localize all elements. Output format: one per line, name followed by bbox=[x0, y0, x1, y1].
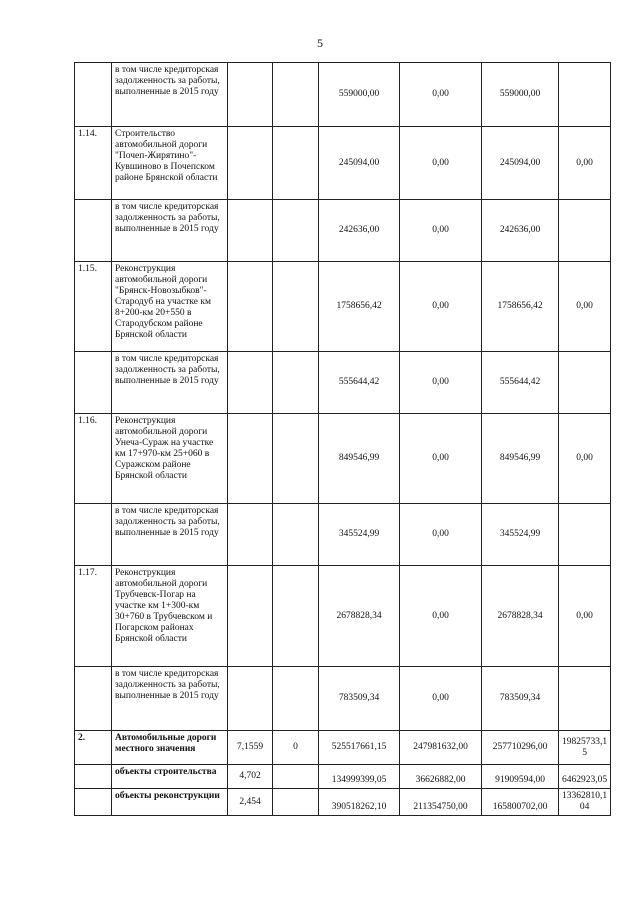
item-number-cell: 1.16. bbox=[75, 414, 112, 504]
value-cell-c7: 242636,00 bbox=[482, 200, 559, 262]
value-cell-c7: 849546,99 bbox=[482, 414, 559, 504]
value-cell-c3 bbox=[228, 566, 273, 667]
table-row bbox=[75, 667, 611, 731]
item-name-cell: Строительство автомобильной дороги "Почеп-Жирятино"-Кувшиново в Почепском районе Брянской области bbox=[112, 127, 228, 200]
table-row bbox=[75, 352, 611, 414]
value-cell-c5: 345524,99 bbox=[319, 504, 400, 566]
value-cell-c7: 559000,00 bbox=[482, 63, 559, 127]
value-cell-c6: 36626882,00 bbox=[400, 765, 482, 789]
value-cell-c3 bbox=[228, 352, 273, 414]
table-row bbox=[75, 765, 611, 789]
value-cell-c3 bbox=[228, 504, 273, 566]
value-cell-c4 bbox=[273, 765, 319, 789]
value-cell-c6: 0,00 bbox=[400, 200, 482, 262]
value-cell-c5: 134999399,05 bbox=[319, 765, 400, 789]
value-cell-c6: 0,00 bbox=[400, 63, 482, 127]
value-cell-c4 bbox=[273, 352, 319, 414]
value-cell-c5: 849546,99 bbox=[319, 414, 400, 504]
table-row bbox=[75, 566, 611, 667]
item-number-cell bbox=[75, 667, 112, 731]
value-cell-c7: 91909594,00 bbox=[482, 765, 559, 789]
value-cell-c4 bbox=[273, 262, 319, 352]
item-name-cell: объекты строительства bbox=[112, 765, 228, 789]
value-cell-c7: 245094,00 bbox=[482, 127, 559, 200]
item-number-cell bbox=[75, 63, 112, 127]
item-number-cell: 1.17. bbox=[75, 566, 112, 667]
value-cell-c8: 0,00 bbox=[559, 566, 611, 667]
table-row bbox=[75, 731, 611, 765]
value-cell-c3: 7,1559 bbox=[228, 731, 273, 765]
value-cell-c6: 0,00 bbox=[400, 414, 482, 504]
item-name-cell: в том числе кредиторская задолженность за работы, выполненные в 2015 году bbox=[112, 504, 228, 566]
value-cell-c6: 211354750,00 bbox=[400, 789, 482, 816]
item-number-cell bbox=[75, 200, 112, 262]
value-cell-c4: 0 bbox=[273, 731, 319, 765]
item-name-cell: Реконструкция автомобильной дороги "Брянск-Новозыбков"-Стародуб на участке км 8+200-км 20+550 в Стародубском районе Брянской области bbox=[112, 262, 228, 352]
value-cell-c4 bbox=[273, 504, 319, 566]
page-number: 5 bbox=[317, 36, 323, 50]
value-cell-c7: 165800702,00 bbox=[482, 789, 559, 816]
budget-table bbox=[74, 62, 611, 816]
value-cell-c6: 0,00 bbox=[400, 127, 482, 200]
item-name-cell: Реконструкция автомобильной дороги Унеча-Сураж на участке км 17+970-км 25+060 в Суражском районе Брянской области bbox=[112, 414, 228, 504]
value-cell-c7: 2678828,34 bbox=[482, 566, 559, 667]
value-cell-c7: 1758656,42 bbox=[482, 262, 559, 352]
value-cell-c6: 0,00 bbox=[400, 262, 482, 352]
value-cell-c5: 783509,34 bbox=[319, 667, 400, 731]
value-cell-c3 bbox=[228, 63, 273, 127]
value-cell-c4 bbox=[273, 566, 319, 667]
value-cell-c3: 4,702 bbox=[228, 765, 273, 789]
value-cell-c3 bbox=[228, 200, 273, 262]
value-cell-c3 bbox=[228, 262, 273, 352]
item-number-cell bbox=[75, 789, 112, 816]
value-cell-c4 bbox=[273, 63, 319, 127]
value-cell-c7: 257710296,00 bbox=[482, 731, 559, 765]
table-row bbox=[75, 414, 611, 504]
value-cell-c6: 0,00 bbox=[400, 352, 482, 414]
value-cell-c5: 390518262,10 bbox=[319, 789, 400, 816]
value-cell-c3 bbox=[228, 127, 273, 200]
value-cell-c3 bbox=[228, 414, 273, 504]
value-cell-c8: 6462923,05 bbox=[559, 765, 611, 789]
value-cell-c8: 13362810,104 bbox=[559, 789, 611, 816]
value-cell-c5: 1758656,42 bbox=[319, 262, 400, 352]
item-name-cell: в том числе кредиторская задолженность за работы, выполненные в 2015 году bbox=[112, 667, 228, 731]
item-name-cell: Автомобильные дороги местного значения bbox=[112, 731, 228, 765]
value-cell-c4 bbox=[273, 414, 319, 504]
value-cell-c5: 559000,00 bbox=[319, 63, 400, 127]
value-cell-c8: 0,00 bbox=[559, 262, 611, 352]
value-cell-c3: 2,454 bbox=[228, 789, 273, 816]
item-name-cell: в том числе кредиторская задолженность за работы, выполненные в 2015 году bbox=[112, 352, 228, 414]
table-row bbox=[75, 63, 611, 127]
item-number-cell bbox=[75, 765, 112, 789]
table-row bbox=[75, 262, 611, 352]
value-cell-c4 bbox=[273, 127, 319, 200]
item-number-cell: 2. bbox=[75, 731, 112, 765]
value-cell-c6: 0,00 bbox=[400, 504, 482, 566]
value-cell-c8 bbox=[559, 504, 611, 566]
item-number-cell: 1.14. bbox=[75, 127, 112, 200]
value-cell-c4 bbox=[273, 200, 319, 262]
item-name-cell: Реконструкция автомобильной дороги Трубчевск-Погар на участке км 1+300-км 30+760 в Трубчевском и Погарском районах Брянской области bbox=[112, 566, 228, 667]
value-cell-c6: 0,00 bbox=[400, 566, 482, 667]
item-name-cell: в том числе кредиторская задолженность за работы, выполненные в 2015 году bbox=[112, 63, 228, 127]
value-cell-c5: 525517661,15 bbox=[319, 731, 400, 765]
value-cell-c3 bbox=[228, 667, 273, 731]
value-cell-c8 bbox=[559, 352, 611, 414]
item-number-cell: 1.15. bbox=[75, 262, 112, 352]
value-cell-c6: 247981632,00 bbox=[400, 731, 482, 765]
value-cell-c5: 2678828,34 bbox=[319, 566, 400, 667]
table-row bbox=[75, 789, 611, 816]
value-cell-c8 bbox=[559, 63, 611, 127]
table-row bbox=[75, 504, 611, 566]
value-cell-c4 bbox=[273, 667, 319, 731]
table-row bbox=[75, 200, 611, 262]
value-cell-c5: 242636,00 bbox=[319, 200, 400, 262]
item-number-cell bbox=[75, 504, 112, 566]
table-row bbox=[75, 127, 611, 200]
value-cell-c8: 19825733,15 bbox=[559, 731, 611, 765]
value-cell-c8 bbox=[559, 667, 611, 731]
item-name-cell: объекты реконструкции bbox=[112, 789, 228, 816]
value-cell-c7: 783509,34 bbox=[482, 667, 559, 731]
item-name-cell: в том числе кредиторская задолженность за работы, выполненные в 2015 году bbox=[112, 200, 228, 262]
value-cell-c5: 245094,00 bbox=[319, 127, 400, 200]
item-number-cell bbox=[75, 352, 112, 414]
value-cell-c4 bbox=[273, 789, 319, 816]
value-cell-c7: 345524,99 bbox=[482, 504, 559, 566]
value-cell-c8: 0,00 bbox=[559, 127, 611, 200]
value-cell-c8: 0,00 bbox=[559, 414, 611, 504]
value-cell-c7: 555644,42 bbox=[482, 352, 559, 414]
value-cell-c6: 0,00 bbox=[400, 667, 482, 731]
value-cell-c5: 555644,42 bbox=[319, 352, 400, 414]
value-cell-c8 bbox=[559, 200, 611, 262]
